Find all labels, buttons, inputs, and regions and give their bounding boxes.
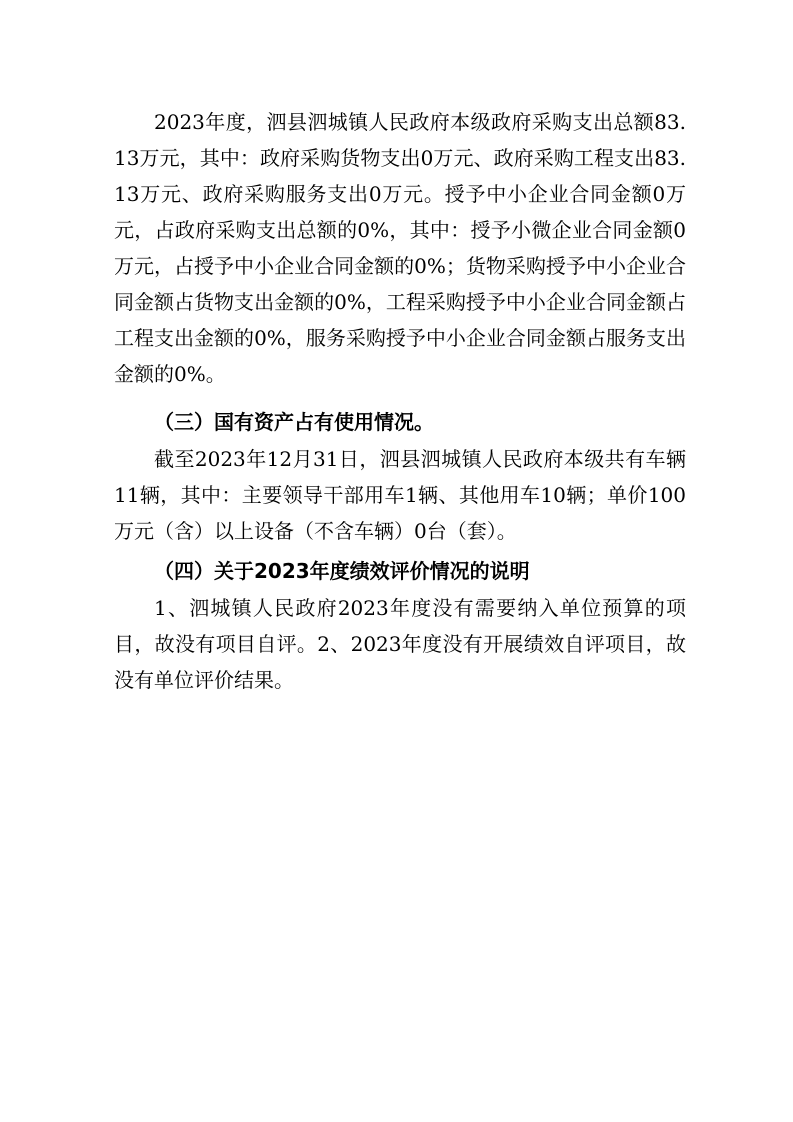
procurement-paragraph: 2023年度，泗县泗城镇人民政府本级政府采购支出总额83.13万元，其中：政府采购货物支出0万元、政府采购工程支出83.13万元、政府采购服务支出0万元。授予中小企业合同金额0万元，占政府采购支出总额的0%，其中：授予小微企业合同金额0万元，占授予中小企业合同金额的0%；货物采购授予中小企业合同金额占货物支出金额的0%，工程采购授予中小企业合同金额占工程支出金额的0%，服务采购授予中小企业合同金额占服务支出金额的0%。 — [114, 110, 686, 386]
performance-paragraph: 1、泗城镇人民政府2023年度没有需要纳入单位预算的项目，故没有项目自评。2、2023年度没有开展绩效自评项目，故没有单位评价结果。 — [114, 596, 686, 692]
assets-paragraph: 截至2023年12月31日，泗县泗城镇人民政府本级共有车辆11辆，其中：主要领导干部用车1辆、其他用车10辆；单价100万元（含）以上设备（不含车辆）0台（套）。 — [114, 447, 686, 543]
assets-heading: （三）国有资产占有使用情况。 — [154, 410, 434, 434]
performance-heading: （四）关于2023年度绩效评价情况的说明 — [154, 559, 530, 583]
